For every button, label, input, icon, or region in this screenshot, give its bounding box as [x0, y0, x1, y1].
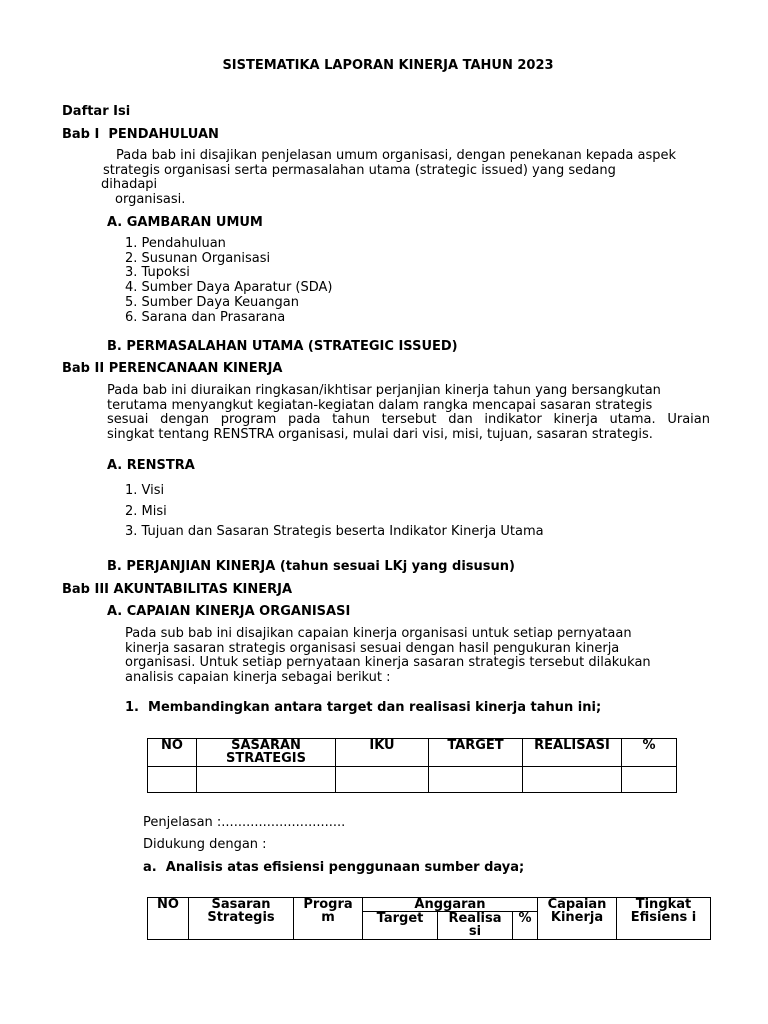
table-cell [523, 767, 622, 793]
bab1-intro-line: dihadapi [101, 177, 158, 192]
bab2-section-b: B. PERJANJIAN KINERJA (tahun sesuai LKj yang disusun) [107, 559, 515, 574]
table-target-realisasi [147, 738, 677, 793]
penjelasan-text: Penjelasan :.............................. [143, 815, 346, 830]
list-item: 1. Visi [125, 483, 165, 498]
list-item: 4. Sumber Daya Aparatur (SDA) [125, 280, 333, 296]
bab2-intro-line: terutama menyangkut kegiatan-kegiatan dalam rangka mencapai sasaran strategis [107, 397, 653, 413]
bab2-intro [107, 384, 710, 442]
bab2-intro-line: sesuai dengan program pada tahun tersebut dan indikator kinerja utama. Uraian [107, 412, 710, 427]
list-item: 1. Pendahuluan [125, 236, 226, 251]
bab2-heading: Bab II PERENCANAAN KINERJA [62, 361, 283, 376]
col-anggaran: Anggaran [363, 898, 538, 912]
col-sasaran-strategis: Sasaran Strategis [189, 898, 294, 940]
col-no: NO [148, 898, 189, 940]
page-title: SISTEMATIKA LAPORAN KINERJA TAHUN 2023 [222, 58, 554, 73]
list-item: 3. Tupoksi [125, 265, 190, 281]
list-item: 6. Sarana dan Prasarana [125, 309, 286, 325]
table-cell [197, 767, 336, 793]
col-no: NO [148, 739, 197, 767]
bab1-section-b: B. PERMASALAHAN UTAMA (STRATEGIC ISSUED) [107, 339, 458, 354]
col-iku: IKU [336, 739, 429, 767]
table-header-row [148, 898, 711, 912]
bab3-intro [125, 627, 651, 685]
list-item: 5. Sumber Daya Keuangan [125, 294, 299, 310]
bab3-intro-line: analisis capaian kinerja sebagai berikut : [125, 669, 391, 685]
bab2-list [125, 481, 544, 543]
col-realisasi: Realisa si [438, 912, 513, 940]
list-item: 2. Misi [125, 503, 167, 519]
didukung-text: Didukung dengan : [143, 837, 267, 852]
bab3-intro-line: Pada sub bab ini disajikan capaian kinerja organisasi untuk setiap pernyataan [125, 626, 632, 641]
list-item: 3. Tujuan dan Sasaran Strategis beserta Indikator Kinerja Utama [125, 524, 544, 539]
table-header-row [148, 739, 677, 767]
table-cell [622, 767, 677, 793]
table-cell [429, 767, 523, 793]
bab1-intro-line: organisasi. [115, 191, 186, 207]
bab3-heading: Bab III AKUNTABILITAS KINERJA [62, 582, 293, 597]
bab2-intro-line: singkat tentang RENSTRA organisasi, mulai dari visi, misi, tujuan, sasaran strategis. [107, 426, 653, 442]
bab1-heading: Bab I PENDAHULUAN [62, 127, 219, 142]
col-sasaran-strategis: SASARAN STRATEGIS [197, 739, 336, 767]
col-target: Target [363, 912, 438, 940]
bab3-intro-line: organisasi. Untuk setiap pernyataan kinerja sasaran strategis tersebut dilakukan [125, 655, 651, 670]
col-capaian-kinerja: Capaian Kinerja [538, 898, 617, 940]
bab1-intro-line: Pada bab ini disajikan penjelasan umum organisasi, dengan penekanan kepada aspek [116, 148, 677, 163]
point-a-heading: a. Analisis atas efisiensi penggunaan sumber daya; [143, 860, 525, 875]
table-cell [336, 767, 429, 793]
bab1-intro [103, 149, 710, 207]
bab3-intro-line: kinerja sasaran strategis organisasi sesuai dengan hasil pengukuran kinerja [125, 640, 620, 656]
list-item: 2. Susunan Organisasi [125, 250, 271, 266]
daftar-isi-heading: Daftar Isi [62, 104, 131, 119]
col-program: Progra m [294, 898, 363, 940]
col-realisasi: REALISASI [523, 739, 622, 767]
col-persen: % [513, 912, 538, 940]
bab1-intro-line: strategis organisasi serta permasalahan utama (strategic issued) yang sedang [103, 162, 616, 178]
bab3-section-a: A. CAPAIAN KINERJA ORGANISASI [107, 604, 351, 619]
bab2-section-a: A. RENSTRA [107, 458, 195, 473]
bab1-section-a: A. GAMBARAN UMUM [107, 215, 263, 230]
bab1-list [125, 237, 333, 325]
table-efisiensi [147, 897, 711, 940]
bab3-point1: 1. Membandingkan antara target dan realisasi kinerja tahun ini; [125, 700, 602, 715]
table-cell [148, 767, 197, 793]
col-target: TARGET [429, 739, 523, 767]
bab2-intro-line: Pada bab ini diuraikan ringkasan/ikhtisar perjanjian kinerja tahun yang bersangkutan [107, 383, 661, 398]
col-persen: % [622, 739, 677, 767]
col-tingkat-efisiensi: Tingkat Efisiens i [617, 898, 711, 940]
table-row [148, 767, 677, 793]
